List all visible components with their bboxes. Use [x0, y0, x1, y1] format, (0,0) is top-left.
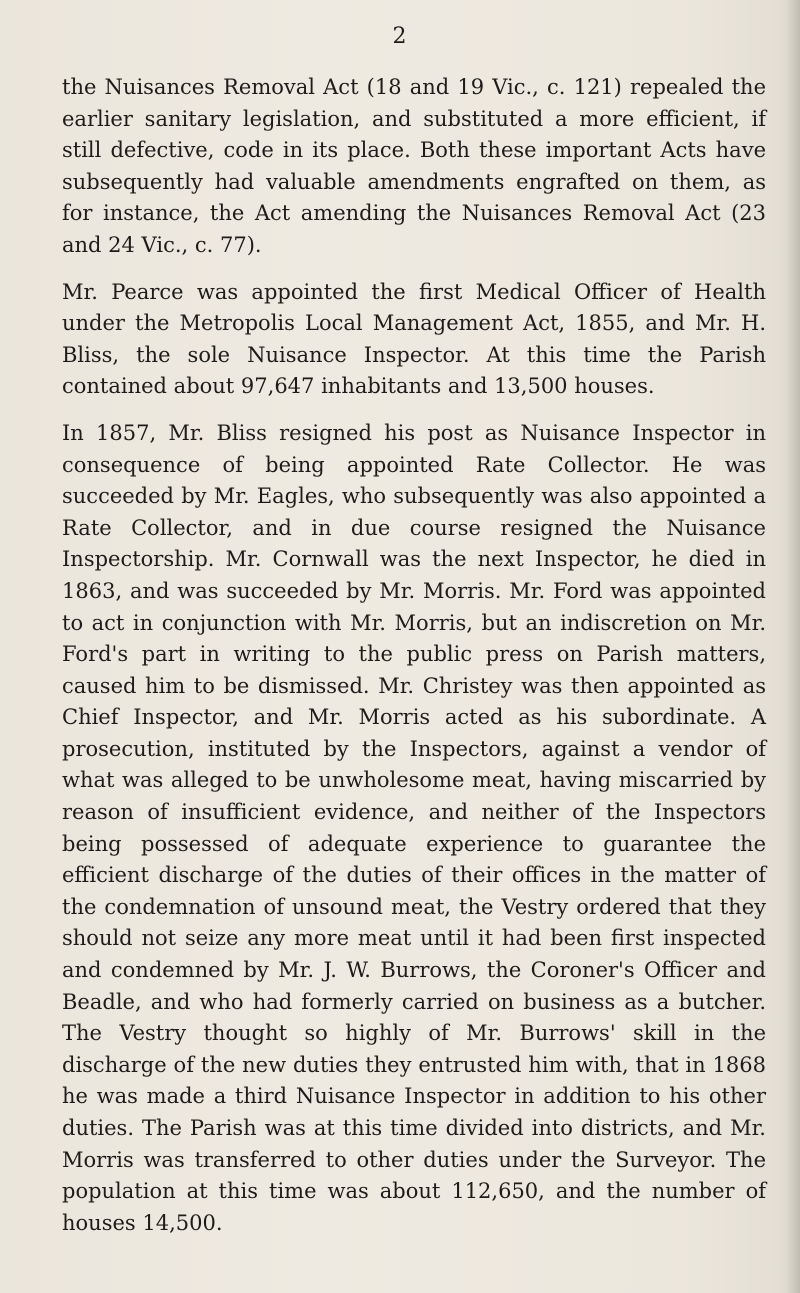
page-number: 2	[392, 24, 408, 49]
body-text	[62, 72, 766, 1239]
paragraph-inspector-succession: In 1857, Mr. Bliss resigned his post as Nuisance Inspector in consequence of being appointed Rate Collector. He was succeeded by Mr. Eagles, who subsequently was also appointed a Rate Collector, and in due course resigned the Nuisance Inspectorship. Mr. Cornwall was the next Inspector, he died in 1863, and was succeeded by Mr. Morris. Mr. Ford was appointed to act in conjunction with Mr. Morris, but an indiscretion on Mr. Ford's part in writing to the public press on Parish matters, caused him to be dismissed. Mr. Christey was then appointed as Chief Inspector, and Mr. Morris acted as his subordinate. A prosecution, instituted by the Inspectors, against a vendor of what was alleged to be unwholesome meat, having miscarried by reason of insufficient evidence, and neither of the Inspectors being possessed of adequate experience to guarantee the efficient discharge of the duties of their offices in the matter of the condemnation of unsound meat, the Vestry ordered that they should not seize any more meat until it had been first inspected and condemned by Mr. J. W. Burrows, the Coroner's Officer and Beadle, and who had formerly carried on business as a butcher. The Vestry thought so highly of Mr. Burrows' skill in the discharge of the new duties they entrusted him with, that in 1868 he was made a third Nuisance Inspector in addition to his other duties. The Parish was at this time divided into districts, and Mr. Morris was transferred to other duties under the Surveyor. The population at this time was about 112,650, and the number of houses 14,500.	[62, 420, 766, 1235]
page-edge-shadow	[786, 0, 800, 1293]
paragraph-nuisances-removal-act: the Nuisances Removal Act (18 and 19 Vic., c. 121) repealed the earlier sanitary legislation, and substituted a more efficient, if still defective, code in its place. Both these important Acts have subsequently had valuable amendments engrafted on them, as for instance, the Act amending the Nuisances Removal Act (23 and 24 Vic., c. 77).	[62, 75, 766, 257]
paragraph-first-medical-officer: Mr. Pearce was appointed the first Medical Officer of Health under the Metropolis Local Management Act, 1855, and Mr. H. Bliss, the sole Nuisance Inspector. At this time the Parish contained about 97,647 inhabitants and 13,500 houses.	[62, 279, 766, 399]
